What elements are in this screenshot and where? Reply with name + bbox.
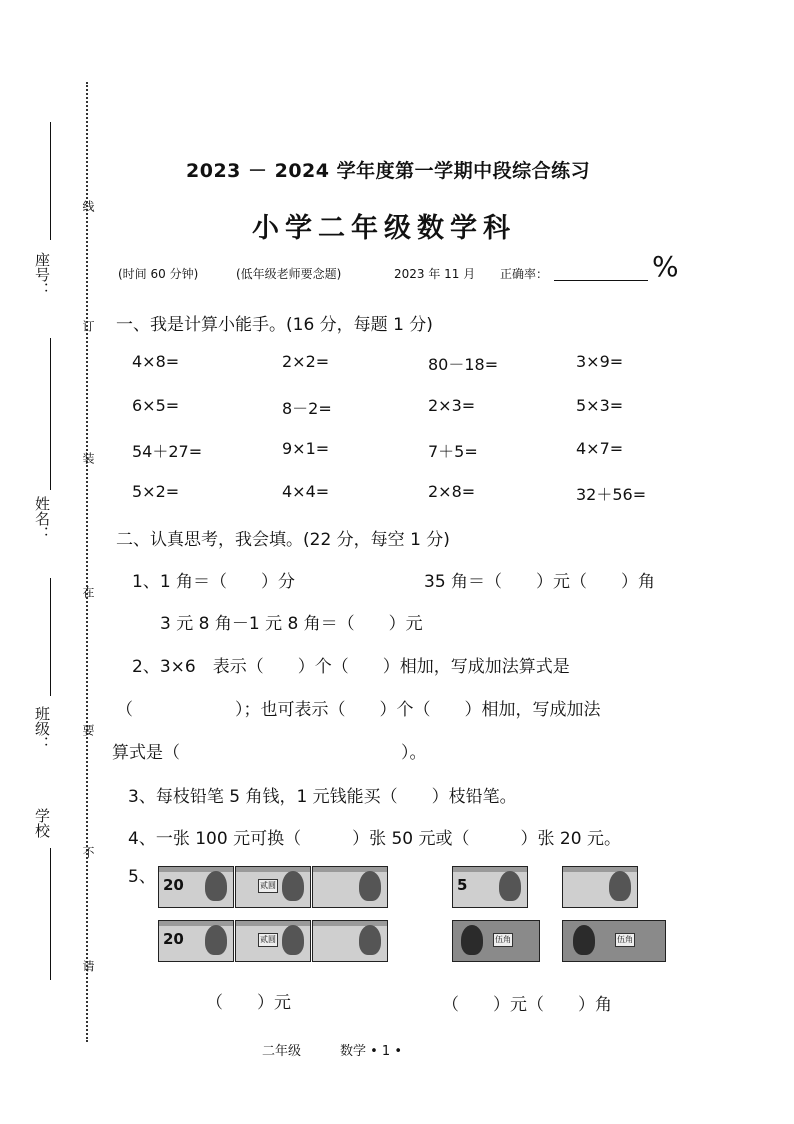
- banknote-image: 20: [158, 866, 234, 908]
- section1-heading: 一、我是计算小能手。(16 分，每题 1 分): [116, 315, 433, 335]
- q2-line1: 2、3×6 表示（ ）个（ ）相加，写成加法算式是: [132, 657, 570, 677]
- q2-line3: 算式是（ ）。: [112, 743, 427, 763]
- calc-item: 4×4=: [282, 482, 330, 501]
- school-label: 学校: [33, 808, 51, 838]
- q4-text: 4、一张 100 元可换（ ）张 50 元或（ ）张 20 元。: [128, 829, 621, 849]
- name-underline: [50, 338, 51, 490]
- seal-char-6: 不: [81, 846, 95, 858]
- seal-char-2: 订: [81, 320, 95, 332]
- exam-date: 2023 年 11 月: [394, 267, 476, 281]
- teacher-note: (低年级老师要念题): [236, 267, 342, 281]
- calc-item: 80－18=: [428, 355, 499, 374]
- calc-item: 4×8=: [132, 352, 180, 371]
- banknote-image: [562, 866, 638, 908]
- seal-char-7: 请: [81, 960, 95, 972]
- calc-item: 32＋56=: [576, 485, 647, 504]
- class-label: 班级：: [33, 706, 51, 751]
- calc-item: 6×5=: [132, 396, 180, 415]
- q2-line2: （ ）；也可表示（ ）个（ ）相加，写成加法: [116, 700, 601, 720]
- accuracy-blank[interactable]: [554, 280, 648, 281]
- q5-answer-right: （ ）元（ ）角: [442, 995, 612, 1015]
- seal-char-3: 装: [81, 452, 95, 464]
- school-underline: [50, 848, 51, 980]
- calc-item: 7＋5=: [428, 442, 478, 461]
- banknote-image: 伍角: [562, 920, 666, 962]
- class-underline: [50, 578, 51, 696]
- seat-label: 座号：: [33, 252, 51, 297]
- banknote-image: 贰圆: [235, 920, 311, 962]
- calc-item: 54＋27=: [132, 442, 203, 461]
- calc-item: 5×3=: [576, 396, 624, 415]
- calc-item: 4×7=: [576, 439, 624, 458]
- seat-underline: [50, 122, 51, 240]
- calc-item: 9×1=: [282, 439, 330, 458]
- calc-item: 3×9=: [576, 352, 624, 371]
- name-label: 姓名：: [33, 496, 51, 541]
- banknote-image: 5: [452, 866, 528, 908]
- banknote-image: 20: [158, 920, 234, 962]
- seal-char-4: 在: [81, 586, 95, 598]
- percent-sign: %: [652, 250, 679, 283]
- exam-title: 2023 － 2024 学年度第一学期中段综合练习: [186, 160, 591, 182]
- banknote-image: 贰圆: [235, 866, 311, 908]
- q5-answer-left: （ ）元: [206, 993, 291, 1013]
- q1-part-b: 35 角＝（ ）元（ ）角: [424, 572, 656, 592]
- footer-grade: 二年级: [262, 1044, 302, 1059]
- calc-item: 8－2=: [282, 399, 332, 418]
- banknote-image: [312, 920, 388, 962]
- banknote-image: [312, 866, 388, 908]
- banknote-image: 伍角: [452, 920, 540, 962]
- q1-part-c: 3 元 8 角－1 元 8 角＝（ ）元: [160, 614, 423, 634]
- calc-item: 2×2=: [282, 352, 330, 371]
- q5-label: 5、: [128, 867, 156, 887]
- q3-text: 3、每枝铅笔 5 角钱，1 元钱能买（ ）枝铅笔。: [128, 787, 517, 807]
- q1-part-a: 1、1 角＝（ ）分: [132, 572, 296, 592]
- seal-char-5: 要: [81, 724, 95, 736]
- exam-subtitle: 小学二年级数学科: [252, 213, 516, 244]
- calc-item: 2×3=: [428, 396, 476, 415]
- calc-item: 2×8=: [428, 482, 476, 501]
- footer-page: 数学 • 1 •: [340, 1044, 403, 1059]
- seal-char-1: 线: [81, 200, 95, 212]
- time-limit: (时间 60 分钟): [118, 267, 199, 281]
- section2-heading: 二、认真思考，我会填。(22 分，每空 1 分): [116, 530, 450, 550]
- calc-item: 5×2=: [132, 482, 180, 501]
- binding-dotted-line: [86, 82, 88, 1042]
- accuracy-label: 正确率：: [500, 267, 549, 281]
